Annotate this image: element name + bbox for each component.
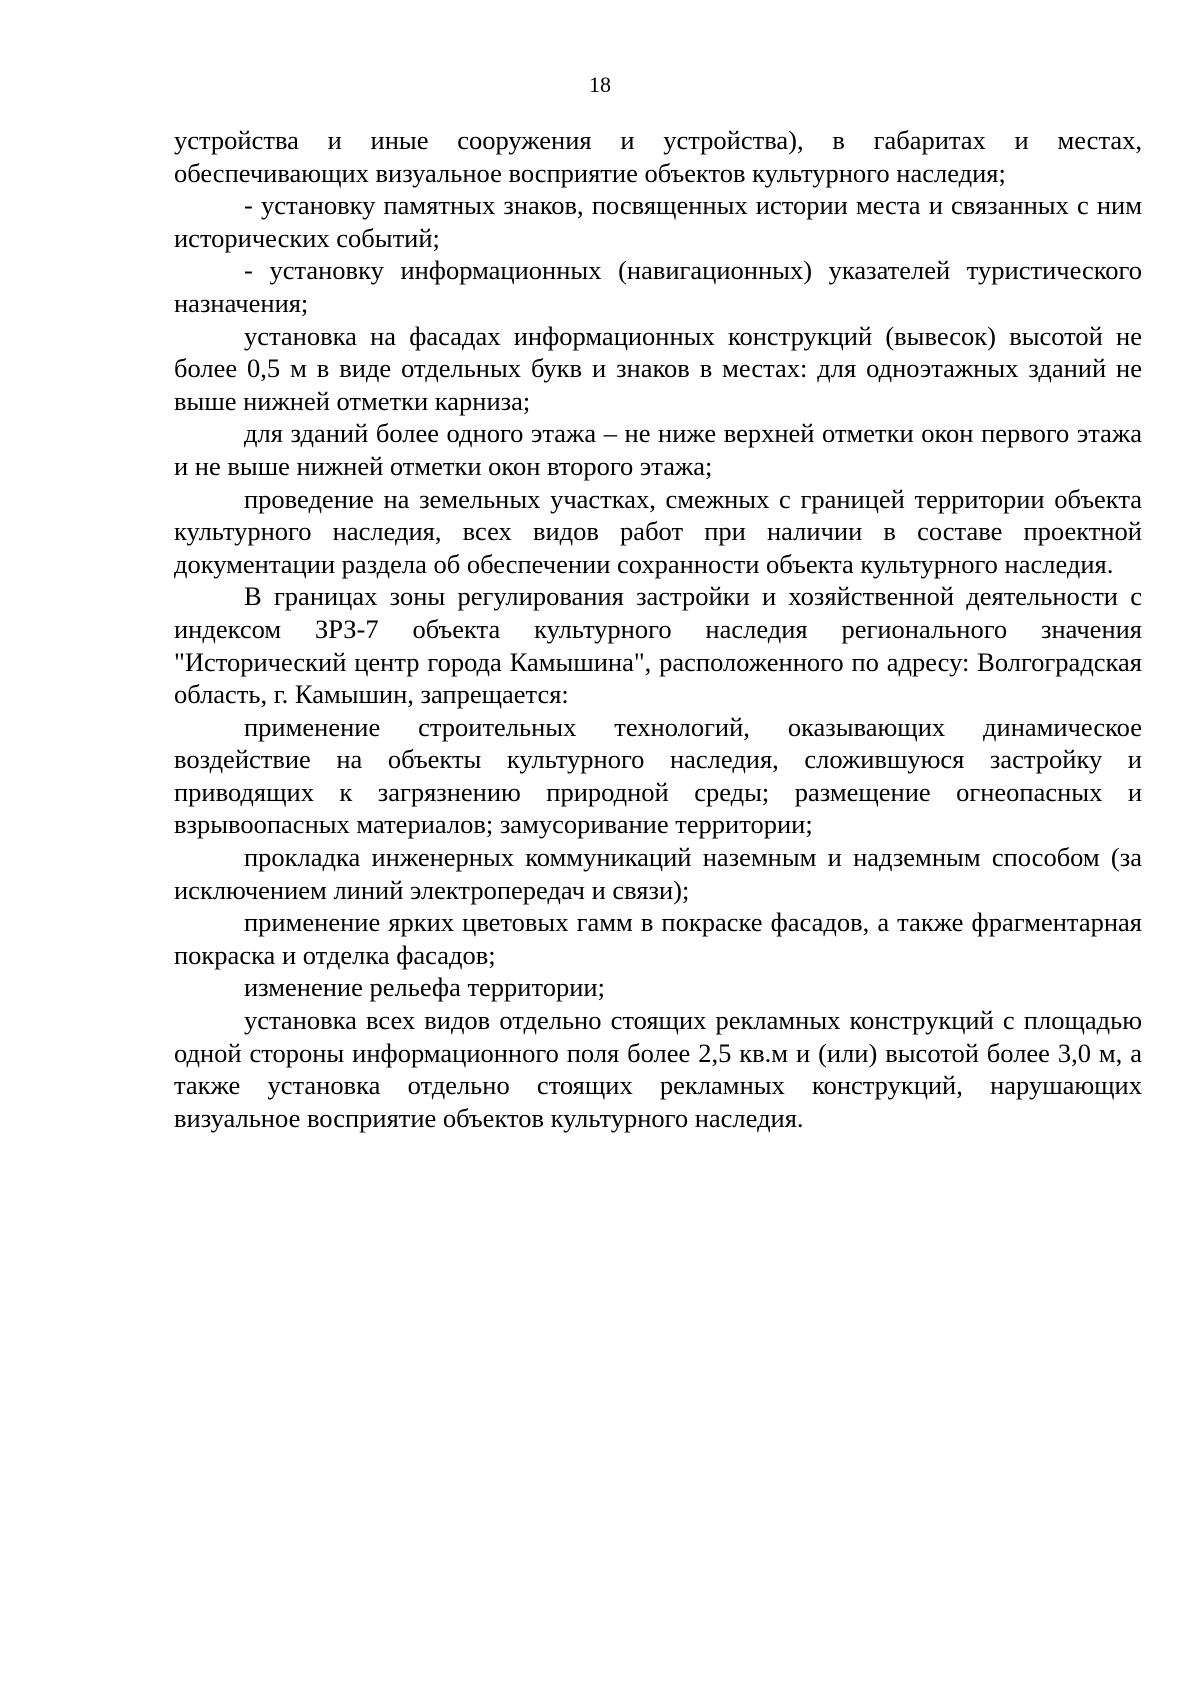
body-text — [174, 124, 1142, 1134]
paragraph: проведение на земельных участках, смежных с границей территории объекта культурного наследия, всех видов работ при наличии в составе проектной документации раздела об обеспечении сохранности объекта культурного наследия. — [174, 483, 1142, 579]
paragraph: прокладка инженерных коммуникаций наземным и надземным способом (за исключением линий электропередач и связи); — [174, 842, 1142, 905]
paragraph: изменение рельефа территории; — [244, 972, 605, 1003]
paragraph: для зданий более одного этажа – не ниже верхней отметки окон первого этажа и не выше нижней отметки окон второго этажа; — [174, 418, 1142, 481]
paragraph: установка всех видов отдельно стоящих рекламных конструкций с площадью одной стороны информационного поля более 2,5 кв.м и (или) высотой более 3,0 м, а также установка отдельно стоящих рекламных конструкций, нарушающих визуальное восприятие объектов культурного наследия. — [174, 1005, 1142, 1133]
paragraph: В границах зоны регулирования застройки и хозяйственной деятельности с индексом ЗРЗ-7 объекта культурного наследия регионального значения "Исторический центр города Камышина", расположенного по адресу: Волгоградская область, г. Камышин, запрещается: — [174, 581, 1142, 710]
paragraph: применение строительных технологий, оказывающих динамическое воздействие на объекты культурного наследия, сложившуюся застройку и приводящих к загрязнению природной среды; размещение огнеопасных и взрывоопасных материалов; замусоривание территории; — [174, 711, 1142, 840]
paragraph: применение ярких цветовых гамм в покраске фасадов, а также фрагментарная покраска и отделка фасадов; — [174, 907, 1142, 970]
page-number: 18 — [589, 72, 611, 97]
paragraph: - установку памятных знаков, посвященных истории места и связанных с ним исторических событий; — [174, 190, 1142, 253]
paragraph: - установку информационных (навигационных) указателей туристического назначения; — [174, 255, 1142, 318]
paragraph: устройства и иные сооружения и устройства), в габаритах и местах, обеспечивающих визуальное восприятие объектов культурного наследия; — [174, 125, 1142, 188]
paragraph: установка на фасадах информационных конструкций (вывесок) высотой не более 0,5 м в виде отдельных букв и знаков в местах: для одноэтажных зданий не выше нижней отметки карниза; — [174, 320, 1142, 416]
